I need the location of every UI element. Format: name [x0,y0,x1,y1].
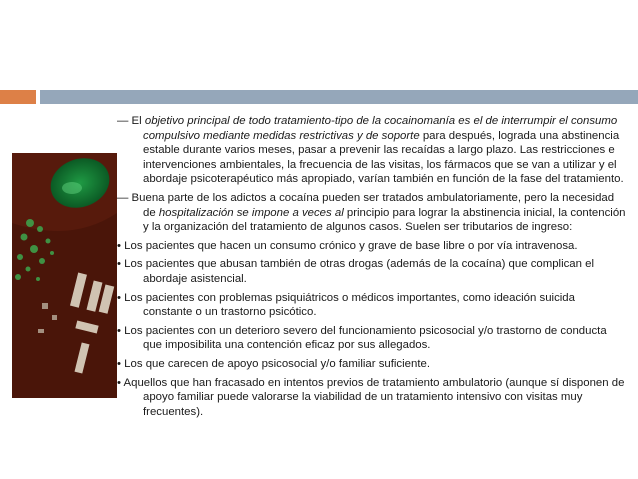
paragraph-marker: • [117,376,121,389]
header-accent-steel [40,90,638,104]
body-text: Los pacientes que hacen un consumo crónico y grave de base libre o por vía intravenosa. [121,239,578,252]
bullet-paragraph [117,291,627,320]
body-text: Los pacientes con problemas psiquiátricos o médicos importantes, como ideación suicida constante o un trastorno psicótico. [121,291,575,319]
bullet-paragraph [117,257,627,286]
paragraph-marker: • [117,258,121,271]
body-text: para después, lograda una abstinencia estable durante varios meses, pasar a prevenir las recaídas a largo plazo. Las restricciones e intervenciones ambientales, la frecuencia de las visitas, los fármacos que se van a utilizar y el abordaje psicoterapéutico más apropiado, varían también en función de la fase del tratamiento. [143,129,624,186]
paragraph-marker: • [117,357,121,370]
paragraph-marker: • [117,324,121,337]
slide-body [117,114,627,423]
paragraph-marker: — [117,115,129,127]
paragraph-marker: • [117,291,121,304]
bullet-paragraph [117,239,627,254]
bullet-paragraph [117,357,627,372]
dash-paragraph [117,114,627,187]
bullet-paragraph [117,324,627,353]
header-accent-orange [0,90,36,104]
body-text: principio para lograr la abstinencia inicial, la contención y la organización del tratamiento de algunos casos. Suelen ser tributarios de ingreso: [143,206,626,234]
photo-illustration [12,153,117,398]
body-text: Los pacientes que abusan también de otras drogas (además de la cocaína) que complican el abordaje asistencial. [121,258,595,285]
emphasis-text: hospitalización se impone a veces al [158,206,344,219]
bullet-paragraph [117,376,627,420]
body-text: Buena parte de los adictos a cocaína pueden ser tratados ambulatoriamente, pero la necesidad de [128,191,615,219]
paragraph-marker: • [117,239,121,252]
body-text: Los que carecen de apoyo psicosocial y/o familiar suficiente. [121,357,430,370]
body-text: Aquellos que han fracasado en intentos previos de tratamiento ambulatorio (aunque sí disponen de apoyo familiar puede valorarse la viabilidad de un tratamiento intensivo con visitas muy frecuentes). [121,376,625,418]
paragraph-marker: — [117,191,129,204]
body-text: Los pacientes con un deterioro severo del funcionamiento psicosocial y/o trastorno de conducta que imposibilita una contención eficaz por sus allegados. [121,324,607,352]
body-text: El [128,115,145,127]
dash-paragraph [117,191,627,235]
slide-photo [12,153,117,398]
emphasis-text: objetivo principal de todo tratamiento-tipo de la cocainomanía es el de interrumpir el consumo compulsivo mediante medidas restrictivas y de soporte [143,115,618,142]
